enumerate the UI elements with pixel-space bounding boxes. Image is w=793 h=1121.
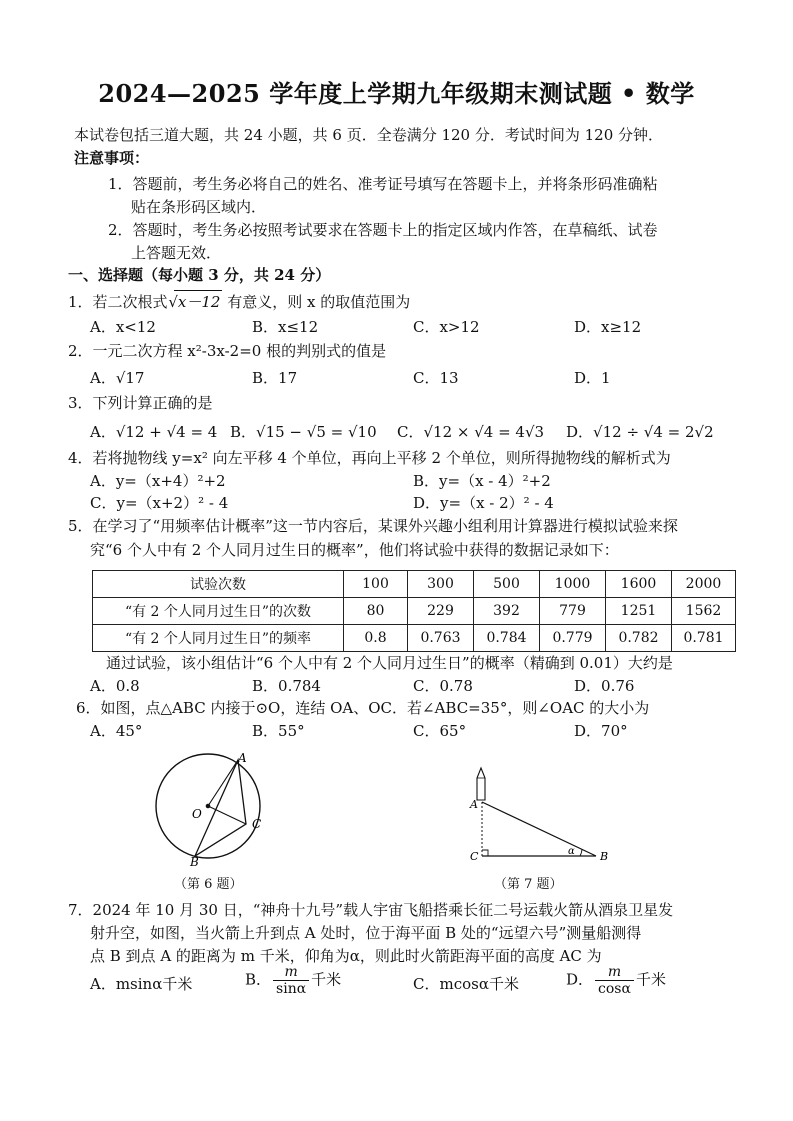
table-cell: 500 <box>474 571 540 598</box>
table-cell: 0.8 <box>344 625 408 652</box>
figure-6-circle-diagram <box>150 748 280 868</box>
notice-2b: 上答题无效． <box>131 244 222 262</box>
figure-7-caption: （第 7 题） <box>494 877 563 892</box>
label-c: C <box>252 817 262 831</box>
q4-option-b[interactable]: B．y=（x - 4）²+2 <box>413 472 551 490</box>
q6-option-b[interactable]: B．55° <box>252 722 305 740</box>
q1-option-b[interactable]: B．x≤12 <box>252 318 319 336</box>
q7-option-b-fraction: $\frac{m}{\sin\alpha}$ <box>273 964 309 997</box>
q3-option-c[interactable]: C．√12 × √4 = 4√3 <box>397 423 545 441</box>
q2-option-d[interactable]: D．1 <box>574 369 611 387</box>
question-1-stem <box>68 290 410 312</box>
table-cell: 100 <box>344 571 408 598</box>
table-cell: 80 <box>344 598 408 625</box>
notice-2a: 2．答题时，考生务必按照考试要求在答题卡上的指定区域内作答，在草稿纸、试卷 <box>108 221 658 239</box>
q7-option-b-label: B． <box>245 970 272 989</box>
label-o: O <box>192 807 202 821</box>
table-row <box>93 625 736 652</box>
q7-option-d[interactable] <box>566 964 666 997</box>
q6-option-d[interactable]: D．70° <box>574 722 628 740</box>
notice-1b: 贴在条形码区域内． <box>131 198 267 216</box>
table-cell: 0.781 <box>672 625 736 652</box>
label-alpha: α <box>568 846 575 857</box>
intro-text: 本试卷包括三道大题，共 24 小题，共 6 页．全卷满分 120 分．考试时间为 120 分钟． <box>74 126 664 144</box>
q5-option-c[interactable]: C．0.78 <box>413 677 473 695</box>
table-row <box>93 598 736 625</box>
q7-option-d-unit: 千米 <box>635 970 666 989</box>
q1-radical: √x－12 <box>174 290 222 312</box>
table-cell: 1251 <box>606 598 672 625</box>
q5-option-b[interactable]: B．0.784 <box>252 677 321 695</box>
table-cell: 0.782 <box>606 625 672 652</box>
q7-option-a[interactable]: A．msinα千米 <box>90 975 193 993</box>
q4-option-d[interactable]: D．y=（x - 2）² - 4 <box>413 494 554 512</box>
table-cell: 1600 <box>606 571 672 598</box>
q2-option-b[interactable]: B．17 <box>252 369 298 387</box>
notice-1a: 1．答题前，考生务必将自己的姓名、准考证号填写在答题卡上，并将条形码准确粘 <box>108 175 658 193</box>
page-title: 2024—2025 学年度上学期九年级期末测试题 • 数学 <box>98 79 695 108</box>
question-7-stem-3: 点 B 到点 A 的距离为 m 千米，仰角为α，则此时火箭距海平面的高度 AC 为 <box>90 947 602 965</box>
label-b: B <box>600 850 609 863</box>
question-5-stem-1: 5．在学习了“用频率估计概率”这一节内容后，某课外兴趣小组利用计算器进行模拟试验来探 <box>68 517 678 535</box>
q6-option-a[interactable]: A．45° <box>90 722 143 740</box>
table-cell: 300 <box>408 571 474 598</box>
notice-heading: 注意事项： <box>74 149 150 167</box>
table-cell: 0.779 <box>540 625 606 652</box>
question-3-stem: 3．下列计算正确的是 <box>68 394 213 412</box>
question-6-stem: 6．如图，点△ABC 内接于⊙O，连结 OA、OC．若∠ABC=35°，则∠OAC 的大小为 <box>76 699 650 717</box>
question-5-stem-2: 究“6 个人中有 2 个人同月过生日的概率”，他们将试验中获得的数据记录如下： <box>90 541 619 559</box>
q1-option-a[interactable]: A．x<12 <box>90 318 156 336</box>
table-cell: 229 <box>408 598 474 625</box>
q1-option-c[interactable]: C．x>12 <box>413 318 480 336</box>
question-2-stem: 2．一元二次方程 x²-3x-2=0 根的判别式的值是 <box>68 342 387 360</box>
q7-option-b-unit: 千米 <box>311 970 342 989</box>
q6-option-c[interactable]: C．65° <box>413 722 467 740</box>
figure-7-rocket-diagram <box>468 764 618 868</box>
q7-option-b[interactable] <box>245 964 341 997</box>
table-row <box>93 571 736 598</box>
q5-option-d[interactable]: D．0.76 <box>574 677 635 695</box>
table-header-cell: “有 2 个人同月过生日”的频率 <box>93 625 344 652</box>
q4-option-a[interactable]: A．y=（x+4）²+2 <box>90 472 226 490</box>
center-point-o <box>206 804 211 809</box>
q4-option-c[interactable]: C．y=（x+2）² - 4 <box>90 494 229 512</box>
question-7-stem-1: 7．2024 年 10 月 30 日，“神舟十九号”载人宇宙飞船搭乘长征二号运载火箭从酒泉卫星发 <box>68 901 674 919</box>
question-5-after: 通过试验，该小组估计“6 个人中有 2 个人同月过生日”的概率（精确到 0.01）大约是 <box>106 654 673 672</box>
question-4-stem: 4．若将抛物线 y=x² 向左平移 4 个单位，再向上平移 2 个单位，则所得抛物线的解析式为 <box>68 449 671 467</box>
q5-option-a[interactable]: A．0.8 <box>90 677 140 695</box>
table-cell: 392 <box>474 598 540 625</box>
table-cell: 1562 <box>672 598 736 625</box>
q7-option-c[interactable]: C．mcosα千米 <box>413 975 519 993</box>
frequency-table <box>92 570 736 652</box>
section-heading: 一、选择题（每小题 3 分，共 24 分） <box>68 266 331 284</box>
q3-option-d[interactable]: D．√12 ÷ √4 = 2√2 <box>566 423 714 441</box>
angle-alpha-arc <box>580 849 582 856</box>
table-cell: 2000 <box>672 571 736 598</box>
q7-option-d-fraction: $\frac{m}{\cos\alpha}$ <box>595 964 634 997</box>
q2-option-c[interactable]: C．13 <box>413 369 459 387</box>
q3-option-a[interactable]: A．√12 + √4 = 4 <box>90 423 218 441</box>
table-cell: 779 <box>540 598 606 625</box>
label-c: C <box>470 850 479 863</box>
table-cell: 1000 <box>540 571 606 598</box>
figure-6-caption: （第 6 题） <box>174 877 243 892</box>
label-b: B <box>190 855 199 868</box>
triangle-abc <box>195 760 246 856</box>
table-header-cell: 试验次数 <box>93 571 344 598</box>
q2-option-a[interactable]: A．√17 <box>90 369 145 387</box>
table-cell: 0.763 <box>408 625 474 652</box>
label-a: A <box>470 798 478 811</box>
table-cell: 0.784 <box>474 625 540 652</box>
label-a: A <box>238 751 247 765</box>
q7-option-d-label: D． <box>566 970 594 989</box>
q1-stem-a: 1．若二次根式 <box>68 293 168 311</box>
q1-option-d[interactable]: D．x≥12 <box>574 318 642 336</box>
question-7-stem-2: 射升空，如图，当火箭上升到点 A 处时，位于海平面 B 处的“远望六号”测量船测得 <box>90 924 642 942</box>
segment-ab <box>482 802 596 856</box>
segment-oa <box>208 760 238 806</box>
q3-option-b[interactable]: B．√15 − √5 = √10 <box>230 423 377 441</box>
rocket-icon <box>477 768 485 800</box>
table-header-cell: “有 2 个人同月过生日”的次数 <box>93 598 344 625</box>
right-angle-mark <box>482 850 488 856</box>
q1-stem-b: 有意义，则 x 的取值范围为 <box>227 293 411 311</box>
